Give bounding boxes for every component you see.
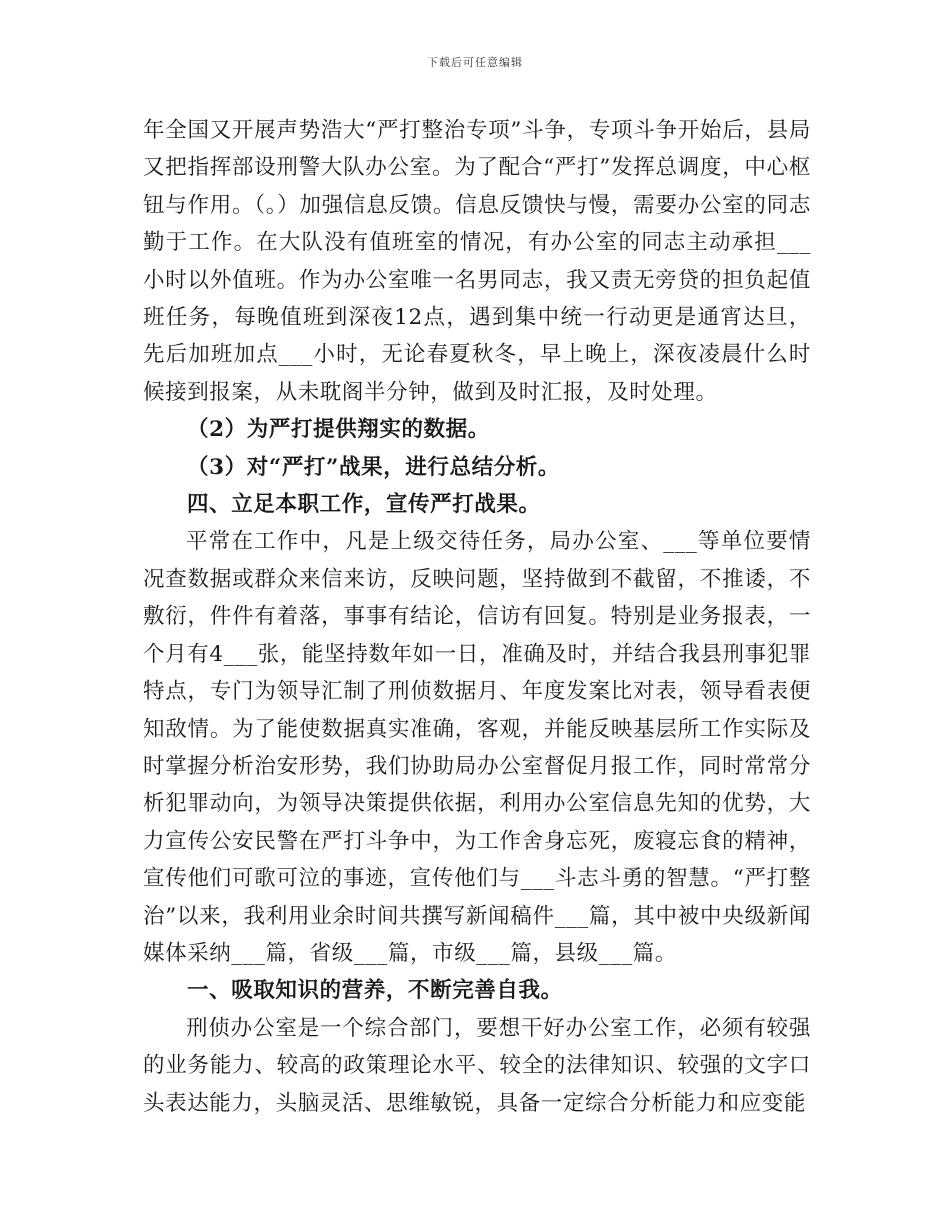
heading-analysis: （3）对“严打”战果，进行总结分析。 (187, 454, 560, 480)
heading-data: （2）为严打提供翔实的数据。 (187, 417, 490, 443)
heading-section-four: 四、立足本职工作，宣传严打战果。 (187, 492, 541, 518)
paragraph-1: 年全国又开展声势浩大“严打整治专项”斗争，专项斗争开始后，县局又把指挥部设刑警大队办公室。为了配合“严打”发挥总调度，中心枢钮与作用。（。）加强信息反馈。信息反馈快与慢，需要办公室的同志勤于工作。在大队没有值班室的情况，有办公室的同志主动承担___小时以外值班。作为办公室唯一名男同志，我又责无旁贷的担负起值班任务，每晚值班到深夜12点，遇到集中统一行动更是通宵达旦，先后加班加点___小时，无论春夏秋冬，早上晚上，深夜凌晨什么时候接到报案，从未耽阁半分钟，做到及时汇报，及时处理。 (143, 118, 811, 405)
paragraph-3: 刑侦办公室是一个综合部门，要想干好办公室工作，必须有较强的业务能力、较高的政策理论水平、较全的法律知识、较强的文字口头表达能力，头脑灵活、思维敏锐，具备一定综合分析能力和应变能 (143, 1015, 811, 1116)
page-header: 下载后可任意编辑 (427, 56, 523, 69)
document-body (143, 112, 811, 1122)
paragraph-2: 平常在工作中，凡是上级交待任务，局办公室、___等单位要情况查数据或群众来信来访，反映问题，坚持做到不截留，不推诿，不敷衍，件件有着落，事事有结论，信访有回复。特别是业务报表，一个月有4___张，能坚持数年如一日，准确及时，并结合我县刑事犯罪特点，专门为领导汇制了刑侦数据月、年度发案比对表，领导看表便知敌情。为了能使数据真实准确，客观，并能反映基层所工作实际及时掌握分析治安形势，我们协助局办公室督促月报工作，同时常常分析犯罪动向，为领导决策提供依据，利用办公室信息先知的优势，大力宣传公安民警在严打斗争中，为工作舍身忘死，废寝忘食的精神，宣传他们可歌可泣的事迹，宣传他们与___斗志斗勇的智慧。“严打整治”以来，我利用业余时间共撰写新闻稿件___篇，其中被中央级新闻媒体采纳___篇，省级___篇，市级___篇，县级___篇。 (143, 529, 811, 966)
heading-section-one: 一、吸取知识的营养，不断完善自我。 (187, 978, 563, 1004)
